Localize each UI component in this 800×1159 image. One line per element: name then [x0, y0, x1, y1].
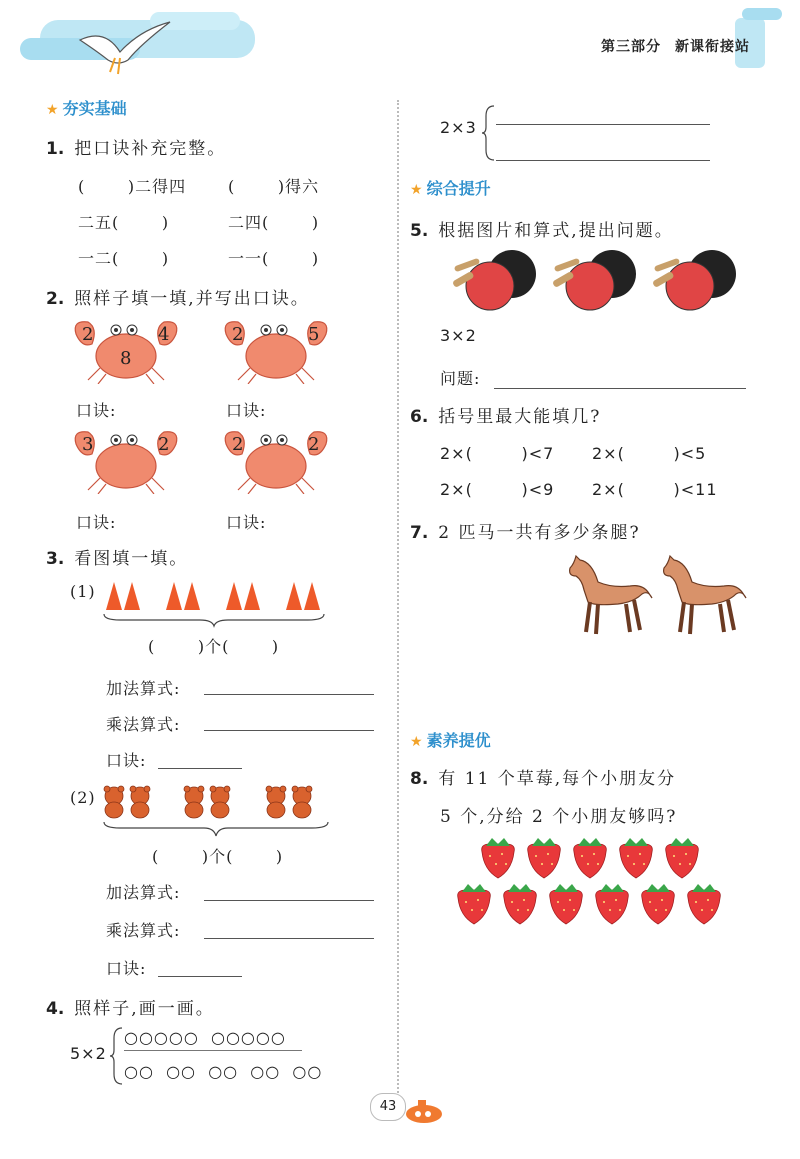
q4-circles-row-1: ○○○○○ ○○○○○ [124, 1028, 286, 1047]
q6-item-3: 2×( )<9 [440, 480, 555, 499]
q3-part1-rhyme-line[interactable] [158, 768, 242, 769]
q1-blank-6: 一一( ) [228, 249, 320, 268]
q8-prompt-line-2: 5 个,分给 2 个小朋友够吗? [440, 807, 678, 827]
crab-3: 3 2 [70, 428, 182, 498]
q4-row-separator [124, 1050, 302, 1051]
part-title [587, 36, 750, 56]
part-section: 新课衔接站 [675, 39, 750, 55]
q6-prompt: 6. 括号里最大能填几? [410, 407, 602, 427]
q3-part2-mul-line[interactable] [204, 938, 374, 939]
q6-item-1: 2×( )<7 [440, 444, 555, 463]
q2-rhyme-label-2: 口诀: [226, 401, 267, 420]
q4-brace-1 [110, 1026, 124, 1086]
q3-part2-rhyme-label: 口诀: [106, 959, 147, 978]
q1-blank-5: 一二( ) [78, 249, 170, 268]
q3-part1-add-line[interactable] [204, 694, 374, 695]
q3-prompt: 3. 看图填一填。 [46, 549, 189, 569]
star-icon: ★ [410, 734, 423, 750]
bears-figure [100, 784, 336, 838]
section-basic: ★ 夯实基础 [46, 99, 127, 118]
q3-part2-add-line[interactable] [204, 900, 374, 901]
horses-figure [568, 554, 754, 638]
ping-pong-paddles-figure [450, 248, 740, 314]
q3-part2-rhyme-line[interactable] [158, 976, 242, 977]
q4-example-expr: 5×2 [70, 1044, 107, 1063]
q8-prompt-line-1: 8. 有 11 个草莓,每个小朋友分 [410, 769, 677, 789]
q2-rhyme-label-1: 口诀: [76, 401, 117, 420]
part-label: 第三部分 [601, 39, 661, 55]
q2-rhyme-label-3: 口诀: [76, 513, 117, 532]
strawberries-figure [452, 836, 728, 928]
q4-draw-line-1[interactable] [496, 124, 710, 125]
q2-rhyme-label-4: 口诀: [226, 513, 267, 532]
q3-part1-mul-line[interactable] [204, 730, 374, 731]
q3-part2-add-label: 加法算式: [106, 883, 181, 902]
q3-part1-rhyme-label: 口诀: [106, 751, 147, 770]
star-icon: ★ [46, 102, 59, 118]
crab-4: 2 2 [220, 428, 332, 498]
page-number: 43 [370, 1093, 406, 1121]
q4-prompt: 4. 照样子,画一画。 [46, 999, 215, 1019]
q7-prompt: 7. 2 匹马一共有多少条腿? [410, 523, 641, 543]
q5-question-label: 问题: [440, 369, 481, 388]
q4-draw-line-2[interactable] [496, 160, 710, 161]
q4-circles-row-2: ○○ ○○ ○○ ○○ ○○ [124, 1062, 323, 1081]
q1-prompt: 1. 把口诀补充完整。 [46, 139, 227, 159]
section-literacy: ★ 素养提优 [410, 731, 491, 750]
q2-prompt: 2. 照样子填一填,并写出口诀。 [46, 289, 310, 309]
q3-part2-fill: ( )个( ) [152, 847, 284, 866]
q5-expr: 3×2 [440, 326, 477, 345]
star-icon: ★ [410, 182, 423, 198]
q1-blank-3: 二五( ) [78, 213, 170, 232]
q3-part2-label: (2) [70, 788, 96, 807]
q1-blank-1: ( )二得四 [78, 177, 187, 196]
q3-part1-add-label: 加法算式: [106, 679, 181, 698]
q4-brace-2 [482, 104, 496, 162]
q1-blank-4: 二四( ) [228, 213, 320, 232]
q4-task-expr: 2×3 [440, 118, 477, 137]
crab-2: 2 5 [220, 318, 332, 388]
q3-part2-mul-label: 乘法算式: [106, 921, 181, 940]
q3-part1-label: (1) [70, 582, 96, 601]
q6-item-4: 2×( )<11 [592, 480, 718, 499]
submarine-icon [400, 1096, 446, 1126]
q6-item-2: 2×( )<5 [592, 444, 707, 463]
q5-prompt: 5. 根据图片和算式,提出问题。 [410, 221, 674, 241]
q5-question-line[interactable] [494, 388, 746, 389]
crab-1: 2 4 8 [70, 318, 182, 388]
q1-blank-2: ( )得六 [228, 177, 320, 196]
column-divider [397, 100, 399, 1100]
q3-part1-fill: ( )个( ) [148, 637, 280, 656]
section-comprehensive: ★ 综合提升 [410, 179, 491, 198]
q3-part1-mul-label: 乘法算式: [106, 715, 181, 734]
triangles-figure [100, 580, 330, 628]
